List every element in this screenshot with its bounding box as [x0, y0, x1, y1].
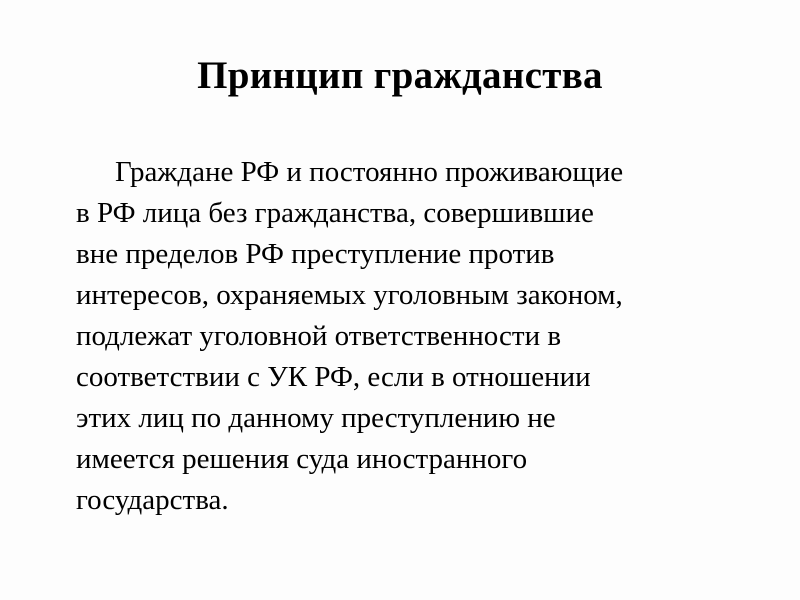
- slide-title: Принцип гражданства: [197, 54, 603, 97]
- body-line: интересов, охраняемых уголовным законом,: [76, 279, 623, 311]
- body-line: соответствии с УК РФ, если в отношении: [76, 361, 591, 393]
- body-line: этих лиц по данному преступлению не: [76, 402, 556, 434]
- body-line: Граждане РФ и постоянно проживающие: [115, 156, 624, 188]
- slide-body-paragraph: [76, 152, 766, 521]
- body-line: подлежат уголовной ответственности в: [76, 320, 562, 352]
- body-line: имеется решения суда иностранного: [76, 443, 528, 475]
- body-line: в РФ лица без гражданства, совершившие: [76, 197, 594, 229]
- body-line: вне пределов РФ преступление против: [76, 238, 555, 270]
- body-line: государства.: [76, 484, 229, 516]
